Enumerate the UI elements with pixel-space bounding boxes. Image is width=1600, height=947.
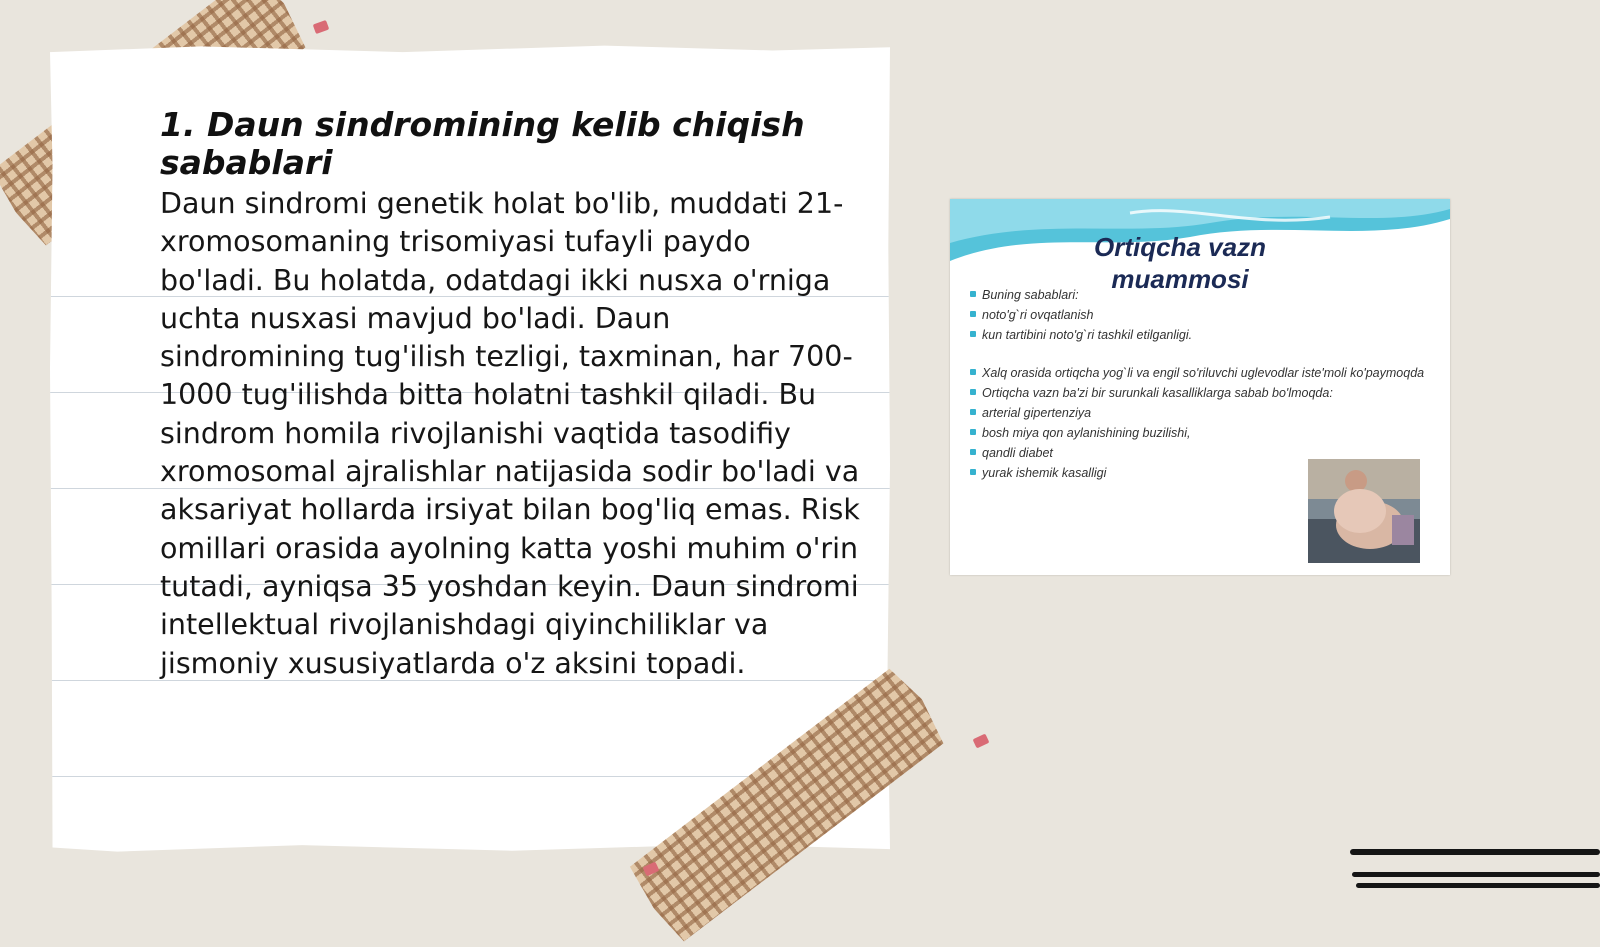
slide-spacer: [968, 347, 1428, 365]
slide-bullet: arterial gipertenziya: [968, 405, 1428, 421]
slide-bullet: Xalq orasida ortiqcha yog`li va engil so'riluvchi uglevodlar iste'moli ko'paymoqda: [968, 365, 1428, 381]
slide-title: Ortiqcha vazn muammosi: [1094, 232, 1266, 294]
body-paragraph: Daun sindromi genetik holat bo'lib, muddati 21-xromosomaning trisomiyasi tufayli paydo bo'ladi. Bu holatda, odatdagi ikki nusxa o'rniga uchta nusxasi mavjud bo'ladi. Daun sindromining tug'ilish tezligi, taxminan, har 700-1000 tug'ilishda bitta holatni tashkil qiladi. Bu sindrom homila rivojlanishi vaqtida tasodifiy xromosomal ajralishlar natijasida sodir bo'ladi va aksariyat hollarda irsiyat bilan bog'liq emas. Risk omillari orasida ayolning katta yoshi muhim o'rin tutadi, ayniqsa 35 yoshdan keyin. Daun sindromi intellektual rivojlanishdagi qiyinchiliklar va jismoniy xususiyatlarda o'z aksini topadi.: [160, 187, 860, 680]
slide-bullet: noto'g`ri ovqatlanish: [968, 307, 1428, 323]
slide-bullet-list: [968, 287, 1428, 485]
decorative-brush-stroke: [1352, 872, 1600, 877]
person-photo-icon: [1308, 459, 1420, 563]
decorative-brush-stroke: [1350, 849, 1600, 855]
slide-bullet: Buning sabablari:: [968, 287, 1428, 303]
slide-bullet: yurak ishemik kasalligi: [968, 465, 1428, 481]
tape-tab-bottom: [973, 734, 990, 749]
tape-tab-top: [313, 20, 330, 34]
slide-bullet: kun tartibini noto'g`ri tashkil etilganligi.: [968, 327, 1428, 343]
page-title: 1. Daun sindromining kelib chiqish sabablari: [160, 105, 805, 182]
slide-bullet: qandli diabet: [968, 445, 1428, 461]
slide-bullet: bosh miya qon aylanishining buzilishi,: [968, 425, 1428, 441]
decorative-brush-stroke: [1356, 883, 1600, 888]
slide-bullet: Ortiqcha vazn ba'zi bir surunkali kasalliklarga sabab bo'lmoqda:: [968, 385, 1428, 401]
embedded-slide-image: [950, 199, 1450, 575]
